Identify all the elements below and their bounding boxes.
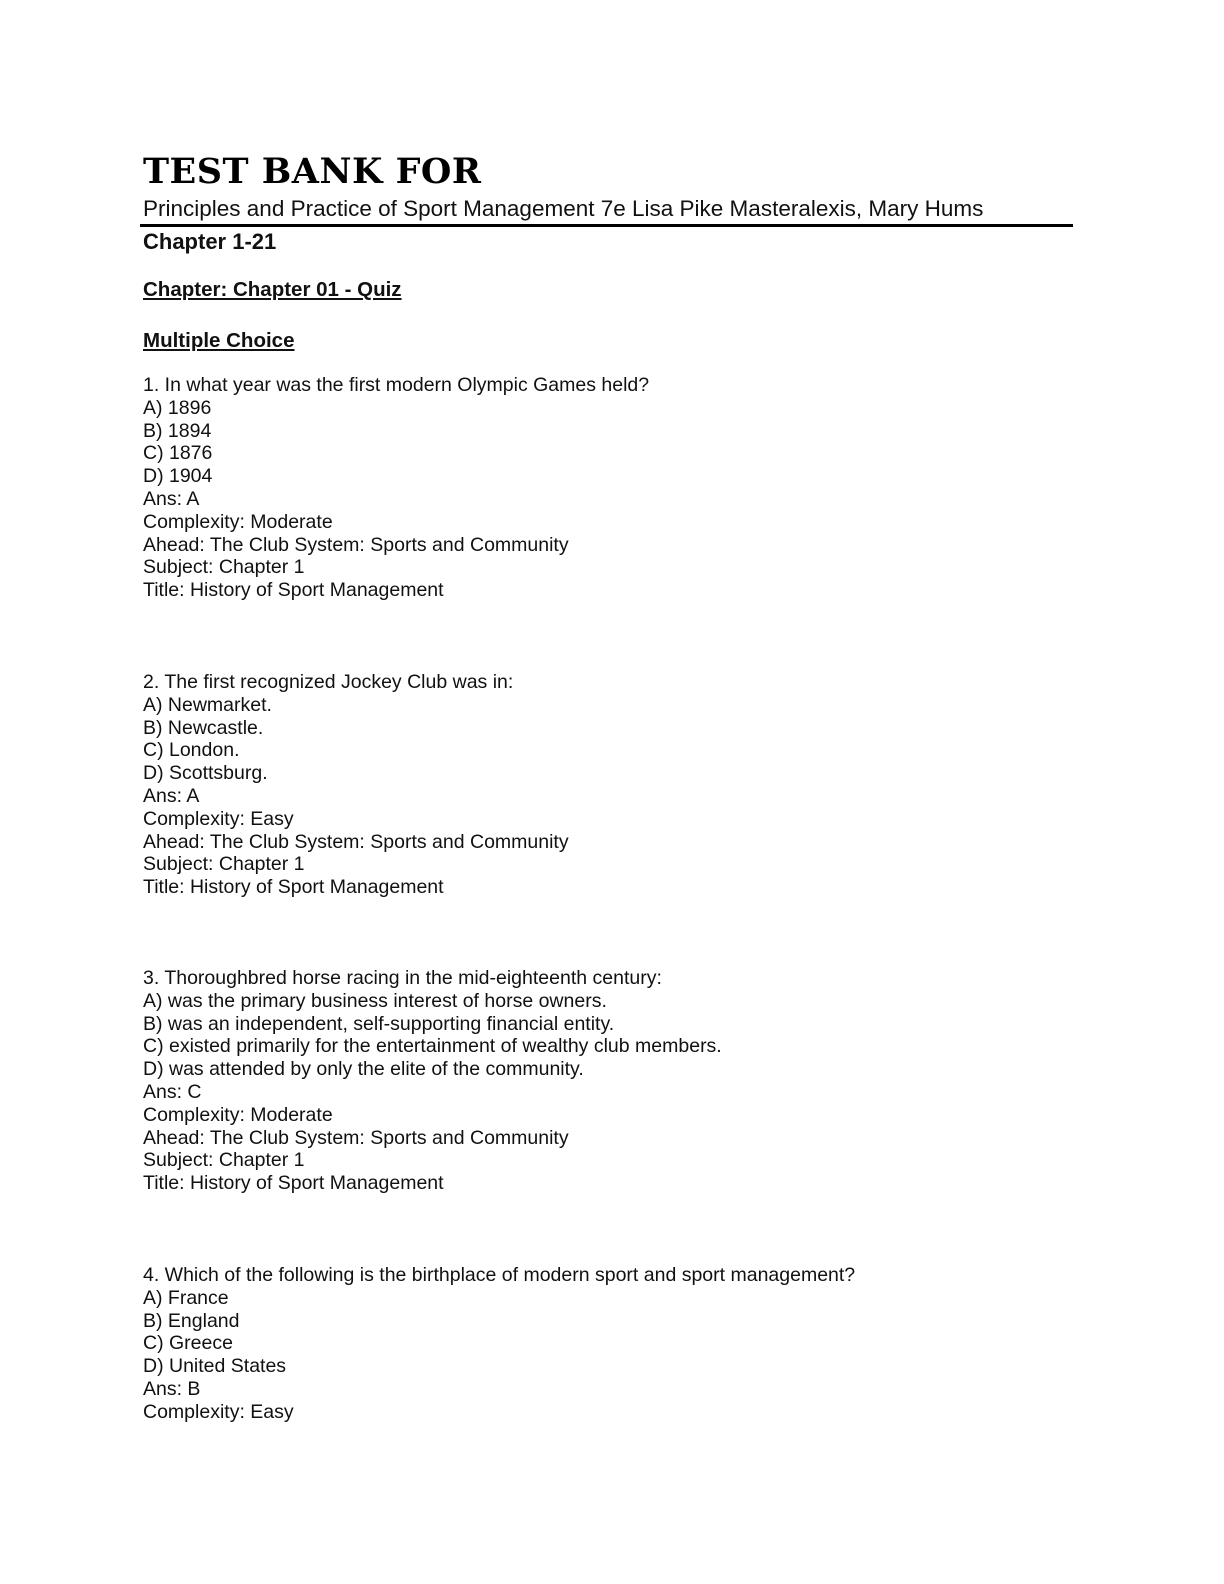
option-c: C) 1876: [143, 442, 213, 465]
chapter-title: Chapter: Chapter 01 - Quiz: [143, 278, 402, 301]
title-line: Title: History of Sport Management: [143, 876, 444, 899]
complexity-line: Complexity: Easy: [143, 1400, 294, 1423]
option-d: D) 1904: [143, 465, 213, 488]
header-divider: [140, 224, 1073, 227]
complexity-line: Complexity: Moderate: [143, 510, 333, 533]
option-c: C) existed primarily for the entertainment of wealthy club members.: [143, 1035, 722, 1058]
question-stem: 2. The first recognized Jockey Club was in:: [143, 671, 514, 693]
option-a: A) 1896: [143, 396, 212, 419]
subject-line: Subject: Chapter 1: [143, 1149, 305, 1172]
answer-line: Ans: C: [143, 1080, 202, 1103]
book-subtitle: Principles and Practice of Sport Management 7e Lisa Pike Masteralexis, Mary Hums: [143, 196, 984, 221]
option-c: C) Greece: [143, 1332, 233, 1355]
title-line: Title: History of Sport Management: [143, 579, 444, 602]
option-b: B) was an independent, self-supporting financial entity.: [143, 1012, 615, 1035]
option-b: B) 1894: [143, 419, 212, 442]
answer-line: Ans: A: [143, 784, 200, 807]
option-b: B) Newcastle.: [143, 716, 264, 739]
answer-line: Ans: A: [143, 487, 200, 510]
ahead-line: Ahead: The Club System: Sports and Community: [143, 1126, 569, 1149]
title-line: Title: History of Sport Management: [143, 1172, 444, 1195]
question-block: [143, 374, 649, 602]
option-a: A) Newmarket.: [143, 693, 272, 716]
subject-line: Subject: Chapter 1: [143, 853, 305, 876]
question-block: [143, 671, 569, 899]
answer-line: Ans: B: [143, 1377, 201, 1400]
option-a: A) France: [143, 1286, 229, 1309]
section-title: Multiple Choice: [143, 329, 295, 352]
option-d: D) United States: [143, 1355, 287, 1378]
question-stem: 4. Which of the following is the birthplace of modern sport and sport management?: [143, 1264, 856, 1286]
option-d: D) Scottsburg.: [143, 762, 268, 785]
option-c: C) London.: [143, 739, 240, 762]
document-heading: TEST BANK FOR: [143, 151, 482, 192]
question-block: [143, 967, 722, 1195]
ahead-line: Ahead: The Club System: Sports and Community: [143, 533, 569, 556]
question-stem: 3. Thoroughbred horse racing in the mid-eighteenth century:: [143, 967, 662, 989]
ahead-line: Ahead: The Club System: Sports and Community: [143, 830, 569, 853]
complexity-line: Complexity: Easy: [143, 807, 294, 830]
option-b: B) England: [143, 1309, 240, 1332]
subject-line: Subject: Chapter 1: [143, 556, 305, 579]
complexity-line: Complexity: Moderate: [143, 1103, 333, 1126]
option-a: A) was the primary business interest of horse owners.: [143, 989, 607, 1012]
question-stem: 1. In what year was the first modern Olympic Games held?: [143, 374, 650, 396]
question-block: [143, 1264, 855, 1424]
option-d: D) was attended by only the elite of the community.: [143, 1058, 584, 1081]
chapter-range: Chapter 1-21: [143, 229, 277, 254]
